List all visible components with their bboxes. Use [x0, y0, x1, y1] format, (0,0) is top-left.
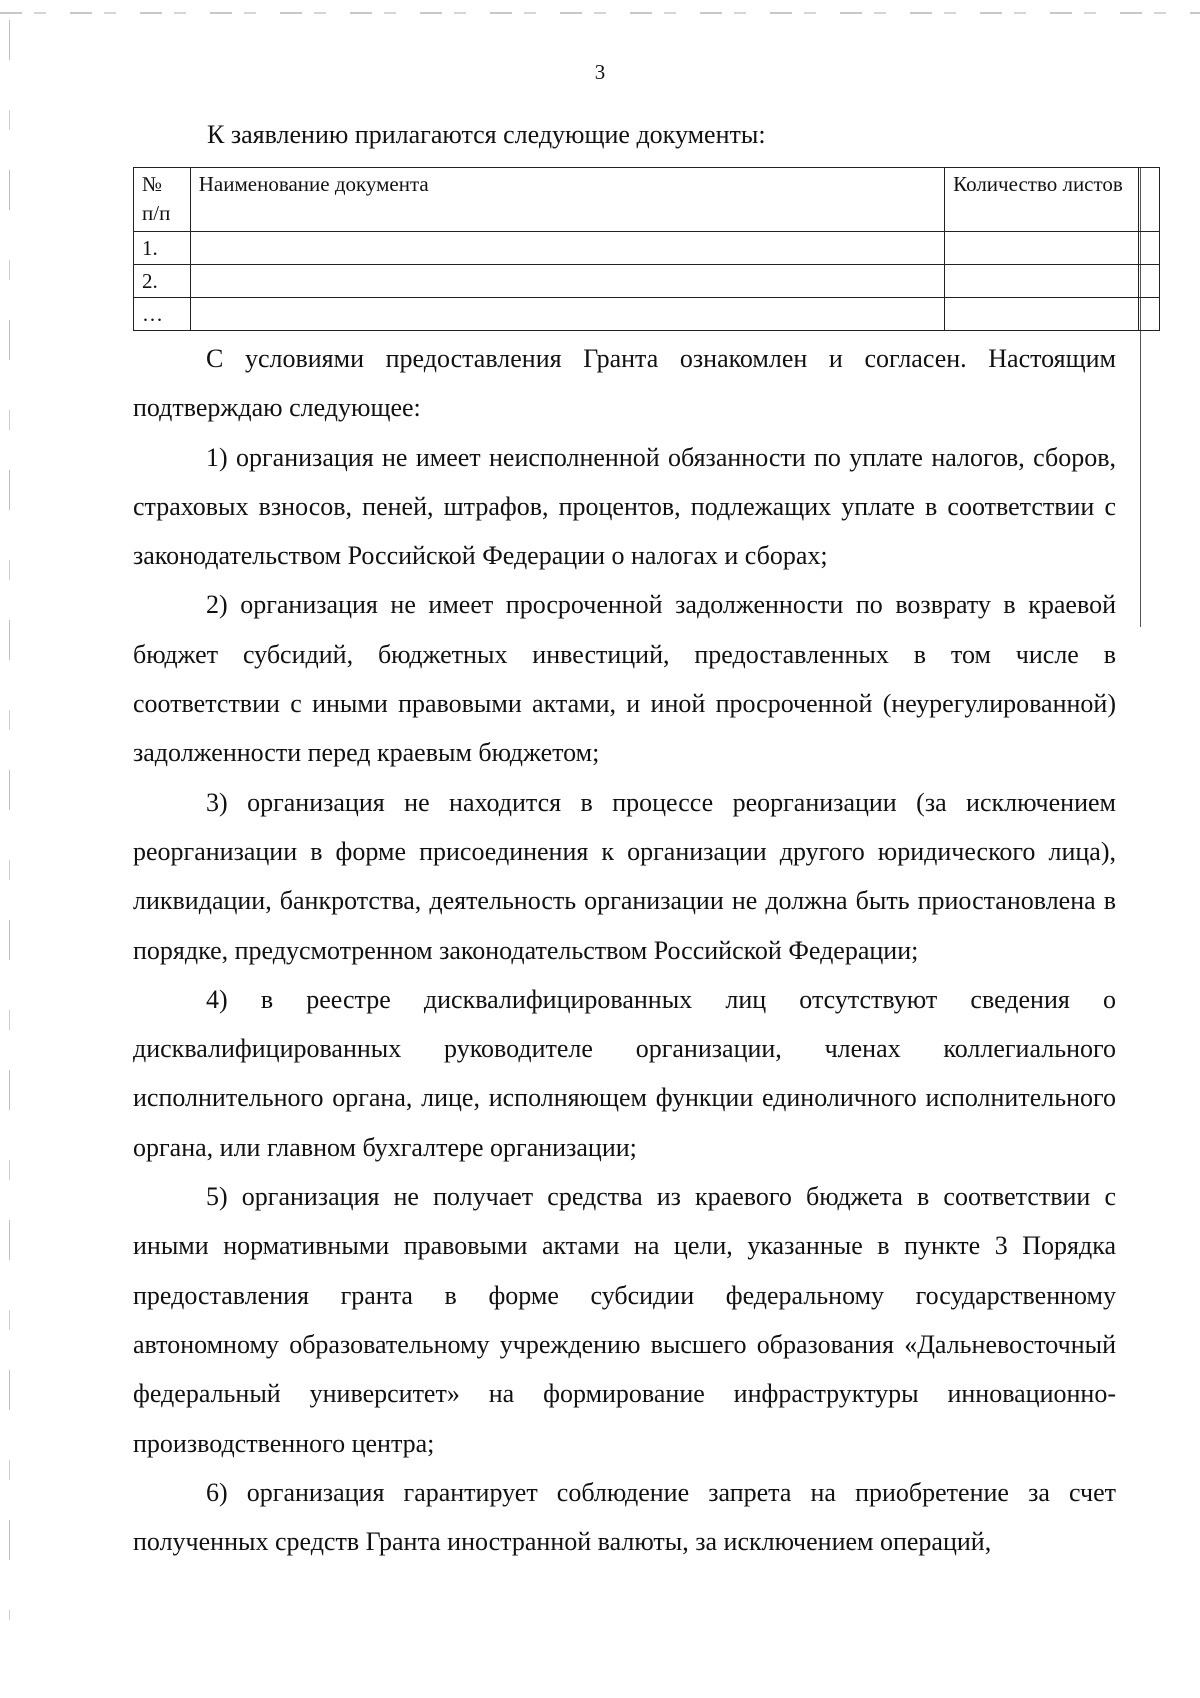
row-doc-name: [190, 265, 944, 298]
table-header-row: [134, 168, 1160, 232]
row-extra-cell: [1139, 265, 1160, 298]
row-num: …: [134, 298, 191, 331]
row-sheet-count: [945, 298, 1139, 331]
paragraph-item-4: 4) в реестре дисквалифицированных лиц отсутствуют сведения о дисквалифицированных руководителе организации, членах коллегиального исполнительного органа, лице, исполняющем функции единоличного исполнительного органа, или главном бухгалтере организации;: [133, 984, 1116, 1162]
row-doc-name: [190, 298, 944, 331]
header-doc-name: Наименование документа: [190, 168, 944, 232]
paragraph-item-5: 5) организация не получает средства из краевого бюджета в соответствии с иными нормативными правовыми актами на цели, указанные в пункте 3 Порядка предоставления гранта в форме субсидии федеральному государственному автономному образовательному учреждению высшего образования «Дальневосточный федеральный университет» на формирование инфраструктуры инновационно-производственного центра;: [133, 1182, 1116, 1458]
paragraph-item-2: 2) организация не имеет просроченной задолженности по возврату в краевой бюджет субсидий, бюджетных инвестиций, предоставленных в том числе в соответствии с иными правовыми актами, и иной просроченной (неурегулированной) задолженности перед краевым бюджетом;: [133, 590, 1116, 768]
table-row: [134, 298, 1160, 331]
paragraph-item-1: 1) организация не имеет неисполненной обязанности по уплате налогов, сборов, страховых взносов, пеней, штрафов, процентов, подлежащих уплате в соответствии с законодательством Российской Федерации о налогах и сборах;: [133, 442, 1116, 571]
row-num: 1.: [134, 232, 191, 265]
attached-documents-table: [133, 167, 1160, 331]
row-extra-cell: [1139, 298, 1160, 331]
table-row: [134, 265, 1160, 298]
header-sheet-count: Количество листов: [945, 168, 1139, 232]
scan-edge-top: [0, 12, 1200, 14]
row-sheet-count: [945, 265, 1139, 298]
page-number: 3: [594, 60, 606, 84]
row-extra-cell: [1139, 232, 1160, 265]
row-sheet-count: [945, 232, 1139, 265]
paragraph-item-6: 6) организация гарантирует соблюдение запрета на приобретение за счет полученных средств Гранта иностранной валюты, за исключением операций,: [133, 1477, 1116, 1557]
row-doc-name: [190, 232, 944, 265]
row-num: 2.: [134, 265, 191, 298]
body-text: [133, 334, 1116, 1566]
paragraph-agreement: С условиями предоставления Гранта ознакомлен и согласен. Настоящим подтверждаю следующее:: [133, 344, 1116, 423]
header-num: № п/п: [134, 168, 191, 232]
paragraph-item-3: 3) организация не находится в процессе реорганизации (за исключением реорганизации в форме присоединения к организации другого юридического лица), ликвидации, банкротства, деятельность организации не должна быть приостановлена в порядке, предусмотренном законодательством Российской Федерации;: [133, 787, 1116, 965]
scan-edge-left: [9, 20, 10, 1620]
attachments-intro: К заявлению прилагаются следующие документы:: [207, 120, 766, 149]
header-extra-cell: [1139, 168, 1160, 232]
table-row: [134, 232, 1160, 265]
